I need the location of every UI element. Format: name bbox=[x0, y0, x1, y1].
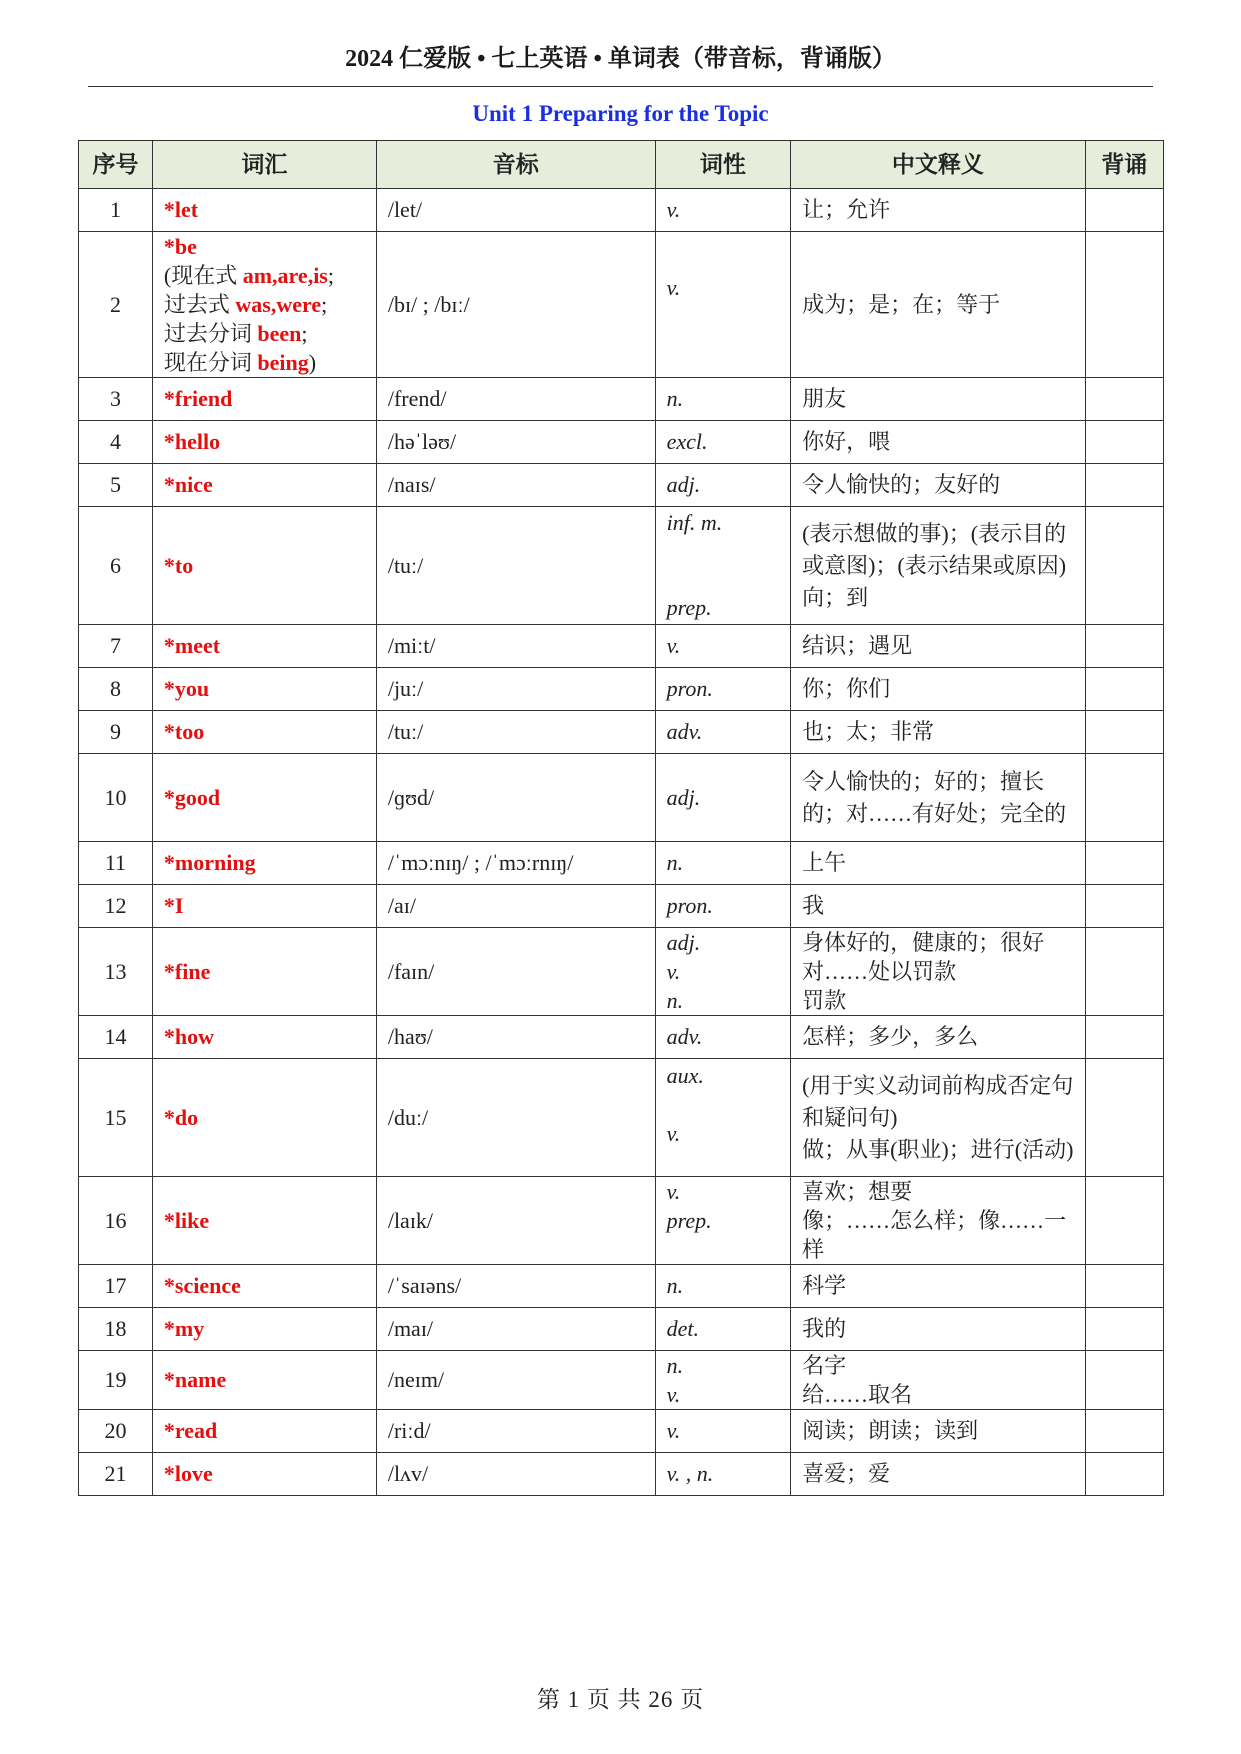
word: I bbox=[174, 893, 184, 918]
column-header-number: 序号 bbox=[79, 141, 153, 189]
row-number: 20 bbox=[79, 1410, 153, 1453]
word: meet bbox=[174, 633, 221, 658]
row-number: 3 bbox=[79, 378, 153, 421]
recite-cell bbox=[1085, 711, 1163, 754]
row-number: 9 bbox=[79, 711, 153, 754]
word-cell: *hello bbox=[152, 421, 376, 464]
meaning: 令人愉快的；好的；擅长的；对……有好处；完全的 bbox=[791, 754, 1085, 842]
table-row bbox=[79, 1308, 1164, 1351]
recite-cell bbox=[1085, 928, 1163, 1016]
phonetic: /riːd/ bbox=[376, 1410, 655, 1453]
word-cell: *morning bbox=[152, 842, 376, 885]
word: good bbox=[174, 784, 221, 810]
word-cell: *love bbox=[152, 1453, 376, 1496]
part-of-speech: v. bbox=[655, 625, 790, 668]
unit-title: Unit 1 Preparing for the Topic bbox=[472, 101, 769, 126]
recite-cell bbox=[1085, 885, 1163, 928]
part-of-speech: adv. bbox=[655, 711, 790, 754]
word-cell: *to bbox=[152, 507, 376, 625]
recite-cell bbox=[1085, 1059, 1163, 1177]
row-number: 1 bbox=[79, 189, 153, 232]
table-row bbox=[79, 885, 1164, 928]
recite-cell bbox=[1085, 189, 1163, 232]
meaning: 阅读；朗读；读到 bbox=[791, 1410, 1085, 1453]
table-row bbox=[79, 1177, 1164, 1265]
word-cell: *nice bbox=[152, 464, 376, 507]
table-row bbox=[79, 754, 1164, 842]
table-row bbox=[79, 1351, 1164, 1410]
word: how bbox=[174, 1024, 215, 1049]
table-row bbox=[79, 1016, 1164, 1059]
word-cell: *let bbox=[152, 189, 376, 232]
part-of-speech: inf. m. prep. bbox=[655, 507, 790, 625]
word: love bbox=[174, 1461, 213, 1486]
word-cell: *my bbox=[152, 1308, 376, 1351]
part-of-speech: det. bbox=[655, 1308, 790, 1351]
recite-cell bbox=[1085, 625, 1163, 668]
header-divider bbox=[88, 86, 1153, 87]
word-cell: *name bbox=[152, 1351, 376, 1410]
word: let bbox=[174, 197, 199, 222]
part-of-speech: v. bbox=[655, 189, 790, 232]
recite-cell bbox=[1085, 668, 1163, 711]
part-of-speech: adj. v. n. bbox=[655, 928, 790, 1016]
column-header-phonetic: 音标 bbox=[376, 141, 655, 189]
phonetic: /aɪ/ bbox=[376, 885, 655, 928]
meaning: 喜欢；想要 像；……怎么样；像……一样 bbox=[791, 1177, 1085, 1265]
row-number: 19 bbox=[79, 1351, 153, 1410]
table-row bbox=[79, 711, 1164, 754]
table-row bbox=[79, 378, 1164, 421]
part-of-speech: v. bbox=[655, 232, 790, 378]
phonetic: /maɪ/ bbox=[376, 1308, 655, 1351]
word-forms-line: (现在式 am,are,is; bbox=[163, 263, 334, 288]
word: like bbox=[174, 1207, 210, 1233]
word: to bbox=[174, 552, 194, 578]
recite-cell bbox=[1085, 507, 1163, 625]
row-number: 14 bbox=[79, 1016, 153, 1059]
phonetic: /naɪs/ bbox=[376, 464, 655, 507]
column-header-part-of-speech: 词性 bbox=[655, 141, 790, 189]
recite-cell bbox=[1085, 1016, 1163, 1059]
word-cell: *science bbox=[152, 1265, 376, 1308]
part-of-speech: n. bbox=[655, 842, 790, 885]
table-row bbox=[79, 625, 1164, 668]
part-of-speech: n. v. bbox=[655, 1351, 790, 1410]
phonetic: /let/ bbox=[376, 189, 655, 232]
row-number: 2 bbox=[79, 232, 153, 378]
word-cell: *read bbox=[152, 1410, 376, 1453]
word-cell: *fine bbox=[152, 928, 376, 1016]
word-forms-line: 过去分词 been; bbox=[163, 321, 308, 346]
row-number: 12 bbox=[79, 885, 153, 928]
meaning: 我 bbox=[791, 885, 1085, 928]
part-of-speech: adj. bbox=[655, 754, 790, 842]
phonetic: /lʌv/ bbox=[376, 1453, 655, 1496]
recite-cell bbox=[1085, 464, 1163, 507]
part-of-speech: pron. bbox=[655, 885, 790, 928]
page-header-title: 2024 仁爱版 • 七上英语 • 单词表（带音标，背诵版） bbox=[345, 46, 896, 72]
word-cell: *you bbox=[152, 668, 376, 711]
part-of-speech: v. , n. bbox=[655, 1453, 790, 1496]
meaning: 朋友 bbox=[791, 378, 1085, 421]
row-number: 11 bbox=[79, 842, 153, 885]
row-number: 17 bbox=[79, 1265, 153, 1308]
table-row bbox=[79, 507, 1164, 625]
word: friend bbox=[174, 386, 233, 411]
table-row bbox=[79, 464, 1164, 507]
part-of-speech: v. prep. bbox=[655, 1177, 790, 1265]
recite-cell bbox=[1085, 1177, 1163, 1265]
meaning: 身体好的，健康的；很好 对……处以罚款 罚款 bbox=[791, 928, 1085, 1016]
phonetic: /bɪ/ ; /bɪː/ bbox=[376, 232, 655, 378]
recite-cell bbox=[1085, 1453, 1163, 1496]
phonetic: /faɪn/ bbox=[376, 928, 655, 1016]
phonetic: /haʊ/ bbox=[376, 1016, 655, 1059]
row-number: 15 bbox=[79, 1059, 153, 1177]
row-number: 4 bbox=[79, 421, 153, 464]
recite-cell bbox=[1085, 232, 1163, 378]
recite-cell bbox=[1085, 421, 1163, 464]
recite-cell bbox=[1085, 378, 1163, 421]
recite-cell bbox=[1085, 1265, 1163, 1308]
phonetic: /tuː/ bbox=[376, 711, 655, 754]
word: be bbox=[174, 234, 197, 259]
meaning: (用于实义动词前构成否定句和疑问句) 做；从事(职业)；进行(活动) bbox=[791, 1059, 1085, 1177]
vocabulary-table bbox=[78, 140, 1164, 1496]
column-header-word: 词汇 bbox=[152, 141, 376, 189]
row-number: 13 bbox=[79, 928, 153, 1016]
meaning: 你好，喂 bbox=[791, 421, 1085, 464]
table-row bbox=[79, 189, 1164, 232]
word: science bbox=[174, 1273, 241, 1298]
meaning: (表示想做的事)；(表示目的或意图)；(表示结果或原因) 向；到 bbox=[791, 507, 1085, 625]
meaning: 我的 bbox=[791, 1308, 1085, 1351]
table-row bbox=[79, 1059, 1164, 1177]
word: morning bbox=[174, 850, 256, 875]
word: my bbox=[174, 1316, 205, 1341]
meaning: 也；太；非常 bbox=[791, 711, 1085, 754]
word: nice bbox=[174, 472, 213, 497]
table-header-row bbox=[79, 141, 1164, 189]
column-header-recite: 背诵 bbox=[1085, 141, 1163, 189]
row-number: 10 bbox=[79, 754, 153, 842]
word-cell: *good bbox=[152, 754, 376, 842]
word-cell: *meet bbox=[152, 625, 376, 668]
word: fine bbox=[174, 958, 211, 984]
row-number: 7 bbox=[79, 625, 153, 668]
phonetic: /miːt/ bbox=[376, 625, 655, 668]
word: you bbox=[174, 676, 210, 701]
recite-cell bbox=[1085, 754, 1163, 842]
word-cell: *I bbox=[152, 885, 376, 928]
row-number: 21 bbox=[79, 1453, 153, 1496]
recite-cell bbox=[1085, 842, 1163, 885]
part-of-speech: aux. v. bbox=[655, 1059, 790, 1177]
word-forms-line: 现在分词 being) bbox=[163, 350, 317, 375]
meaning: 让；允许 bbox=[791, 189, 1085, 232]
part-of-speech: n. bbox=[655, 378, 790, 421]
phonetic: /frend/ bbox=[376, 378, 655, 421]
recite-cell bbox=[1085, 1410, 1163, 1453]
meaning: 成为；是；在；等于 bbox=[791, 232, 1085, 378]
word-cell: *like bbox=[152, 1177, 376, 1265]
phonetic: /ɡʊd/ bbox=[376, 754, 655, 842]
phonetic: /ˈmɔːnɪŋ/ ; /ˈmɔːrnɪŋ/ bbox=[376, 842, 655, 885]
column-header-meaning: 中文释义 bbox=[791, 141, 1085, 189]
word-cell: *how bbox=[152, 1016, 376, 1059]
part-of-speech: adj. bbox=[655, 464, 790, 507]
word-forms-line: 过去式 was,were; bbox=[163, 292, 328, 317]
recite-cell bbox=[1085, 1351, 1163, 1410]
row-number: 8 bbox=[79, 668, 153, 711]
word: too bbox=[174, 719, 205, 744]
word: read bbox=[174, 1418, 218, 1443]
word: do bbox=[174, 1104, 199, 1130]
meaning: 结识；遇见 bbox=[791, 625, 1085, 668]
part-of-speech: adv. bbox=[655, 1016, 790, 1059]
table-row bbox=[79, 1453, 1164, 1496]
phonetic: /duː/ bbox=[376, 1059, 655, 1177]
table-row bbox=[79, 421, 1164, 464]
row-number: 18 bbox=[79, 1308, 153, 1351]
word-cell: *do bbox=[152, 1059, 376, 1177]
phonetic: /tuː/ bbox=[376, 507, 655, 625]
phonetic: /ˈsaɪəns/ bbox=[376, 1265, 655, 1308]
word-cell: *friend bbox=[152, 378, 376, 421]
part-of-speech: excl. bbox=[655, 421, 790, 464]
part-of-speech: n. bbox=[655, 1265, 790, 1308]
phonetic: /laɪk/ bbox=[376, 1177, 655, 1265]
word: hello bbox=[174, 429, 221, 454]
table-row bbox=[79, 928, 1164, 1016]
meaning: 科学 bbox=[791, 1265, 1085, 1308]
recite-cell bbox=[1085, 1308, 1163, 1351]
row-number: 5 bbox=[79, 464, 153, 507]
meaning: 喜爱；爱 bbox=[791, 1453, 1085, 1496]
table-row bbox=[79, 232, 1164, 378]
row-number: 16 bbox=[79, 1177, 153, 1265]
meaning: 怎样；多少，多么 bbox=[791, 1016, 1085, 1059]
phonetic: /həˈləʊ/ bbox=[376, 421, 655, 464]
meaning: 上午 bbox=[791, 842, 1085, 885]
row-number: 6 bbox=[79, 507, 153, 625]
table-row bbox=[79, 1265, 1164, 1308]
page-footer: 第 1 页 共 26 页 bbox=[536, 1687, 705, 1712]
word-cell: *too bbox=[152, 711, 376, 754]
meaning: 你；你们 bbox=[791, 668, 1085, 711]
phonetic: /neɪm/ bbox=[376, 1351, 655, 1410]
word: name bbox=[174, 1367, 227, 1392]
table-row bbox=[79, 842, 1164, 885]
word-cell: *be (现在式 am,are,is; 过去式 was,were; 过去分词 been; 现在分词 being) bbox=[152, 232, 376, 378]
part-of-speech: pron. bbox=[655, 668, 790, 711]
meaning: 令人愉快的；友好的 bbox=[791, 464, 1085, 507]
phonetic: /juː/ bbox=[376, 668, 655, 711]
table-row bbox=[79, 1410, 1164, 1453]
table-row bbox=[79, 668, 1164, 711]
part-of-speech: v. bbox=[655, 1410, 790, 1453]
meaning: 名字 给……取名 bbox=[791, 1351, 1085, 1410]
